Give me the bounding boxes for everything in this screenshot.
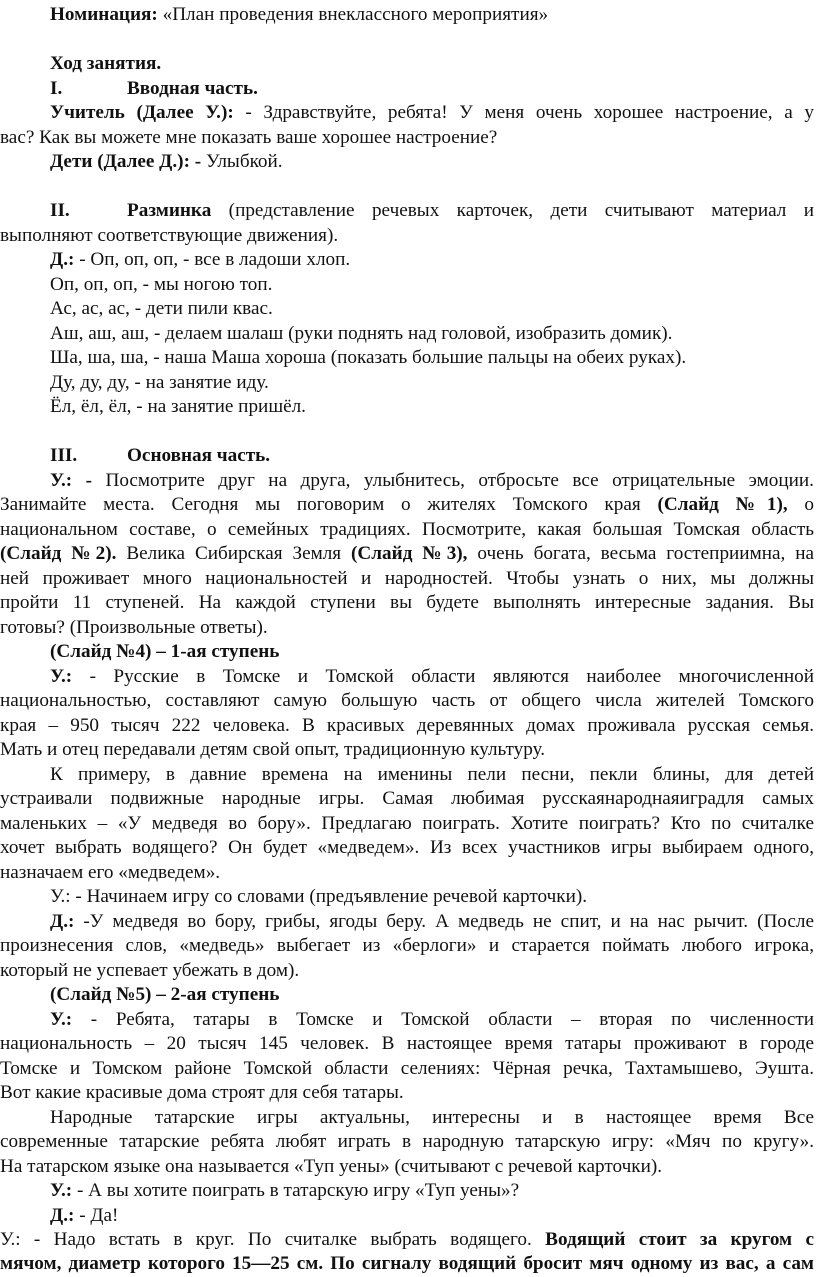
paragraph-line: выполняют соответствующие движения). [0,225,339,246]
teacher-greeting: Учитель (Далее У.): - Здравствуйте, ребята! У меня очень хорошее настроение, а у [50,102,814,123]
rhyme-line: Ду, ду, ду, - на занятие иду. [50,372,269,393]
rhyme-line: Оп, оп, оп, - мы ногою топ. [50,274,273,295]
section-3-heading: III. Основная часть. [50,445,271,466]
paragraph-line: который не успевает убежать в дом). [0,960,300,981]
slide-5-heading: (Слайд №5) – 2-ая ступень [50,984,280,1005]
paragraph-line: У.: - А вы хотите поиграть в татарскую игру «Туп уены»? [50,1180,520,1201]
paragraph-line: (Слайд №2). Велика Сибирская Земля (Слайд №3), очень богата, весьма гостеприимна, на [0,543,814,564]
lesson-heading: Ход занятия. [50,53,162,74]
rhyme-line: Аш, аш, аш, - делаем шалаш (руки поднять над головой, изобразить домик). [50,323,673,344]
paragraph-line: Мать и отец передавали детям свой опыт, традиционную культуру. [0,739,546,760]
rhyme-line: Ас, ас, ас, - дети пили квас. [50,298,273,319]
rhyme-line: Ёл, ёл, ёл, - на занятие пришёл. [50,396,306,417]
children-answer: Дети (Далее Д.): - Улыбкой. [50,151,283,172]
paragraph-line: края – 950 тысяч 222 человека. В красивых деревянных домах проживала русская семья. [0,715,814,736]
paragraph-line: Занимайте места. Сегодня мы поговорим о жителях Томского края (Слайд №1), о [0,494,815,515]
section-1-heading: I. Вводная часть. [50,78,258,99]
rhyme-line: Д.: - Оп, оп, оп, - все в ладоши хлоп. [50,249,351,270]
paragraph-line: назначаем его «медведем». [0,862,221,883]
paragraph-line: маленьких – «У медведя во бору». Предлагаю поиграть. Хотите поиграть? Кто по считалке [0,813,814,834]
paragraph-line: Томске и Томском районе Томской области селениях: Чёрная речка, Тахтамышево, Эушта. [0,1058,814,1079]
paragraph-line: На татарском языке она называется «Туп уены» (считывают с речевой карточки). [0,1156,663,1177]
section-2-heading: II. Разминка (представление речевых карточек, дети считывают материал и [50,200,814,221]
paragraph-line: хочет выбрать водящего? Он будет «медведем». Из всех участников игры выбираем одного, [0,837,814,858]
paragraph-line: вас? Как вы можете мне показать ваше хорошее настроение? [0,127,498,148]
paragraph-line: пройти 11 ступеней. На каждой ступени вы будете выполнять интересные задания. Вы [0,592,814,613]
paragraph-line: национальном составе, о семейных традициях. Посмотрите, какая большая Томская область [0,519,814,540]
paragraph-line: Д.: -У медведя во бору, грибы, ягоды беру. А медведь не спит, и на нас рычит. (После [50,911,814,932]
paragraph-line: национальностью, составляют самую большую часть от общего числа жителей Томского [0,690,814,711]
paragraph-line: У.: - Надо встать в круг. По считалке выбрать водящего. Водящий стоит за кругом с [0,1229,814,1250]
paragraph-line: Народные татарские игры актуальны, интересны и в настоящее время Все [50,1107,814,1128]
paragraph-line: Вот какие красивые дома строят для себя татары. [0,1082,404,1103]
paragraph-line: устраивали подвижные народные игры. Самая любимая русскаянароднаяиградля самых [0,788,814,809]
paragraph-line: У.: - Посмотрите друг на друга, улыбнитесь, отбросьте все отрицательные эмоции. [50,470,814,491]
rhyme-line: Ша, ша, ша, - наша Маша хороша (показать большие пальцы на обеих руках). [50,347,687,368]
paragraph-line: ней проживает много национальностей и народностей. Чтобы узнать о них, мы должны [0,568,814,589]
paragraph-line: произнесения слов, «медведь» выбегает из «берлоги» и старается поймать любого игрока, [0,935,814,956]
paragraph-line: мячом, диаметр которого 15—25 см. По сигналу водящий бросит мяч одному из вас, а сам [0,1253,814,1274]
paragraph-line: национальность – 20 тысяч 145 человек. В настоящее время татары проживают в городе [0,1033,814,1054]
paragraph-line: К примеру, в давние времена на именины пели песни, пекли блины, для детей [50,764,814,785]
paragraph-line: современные татарские ребята любят играть в народную татарскую игру: «Мяч по кругу». [0,1131,814,1152]
paragraph-line: У.: - Ребята, татары в Томске и Томской области – вторая по численности [50,1009,814,1030]
paragraph-line: У.: - Начинаем игру со словами (предъявление речевой карточки). [50,886,588,907]
paragraph-line: Д.: - Да! [50,1205,119,1226]
slide-4-heading: (Слайд №4) – 1-ая ступень [50,641,280,662]
nomination-line: Номинация: «План проведения внеклассного мероприятия» [50,4,549,25]
paragraph-line: У.: - Русские в Томске и Томской области являются наиболее многочисленной [50,666,814,687]
paragraph-line: готовы? (Произвольные ответы). [0,617,268,638]
